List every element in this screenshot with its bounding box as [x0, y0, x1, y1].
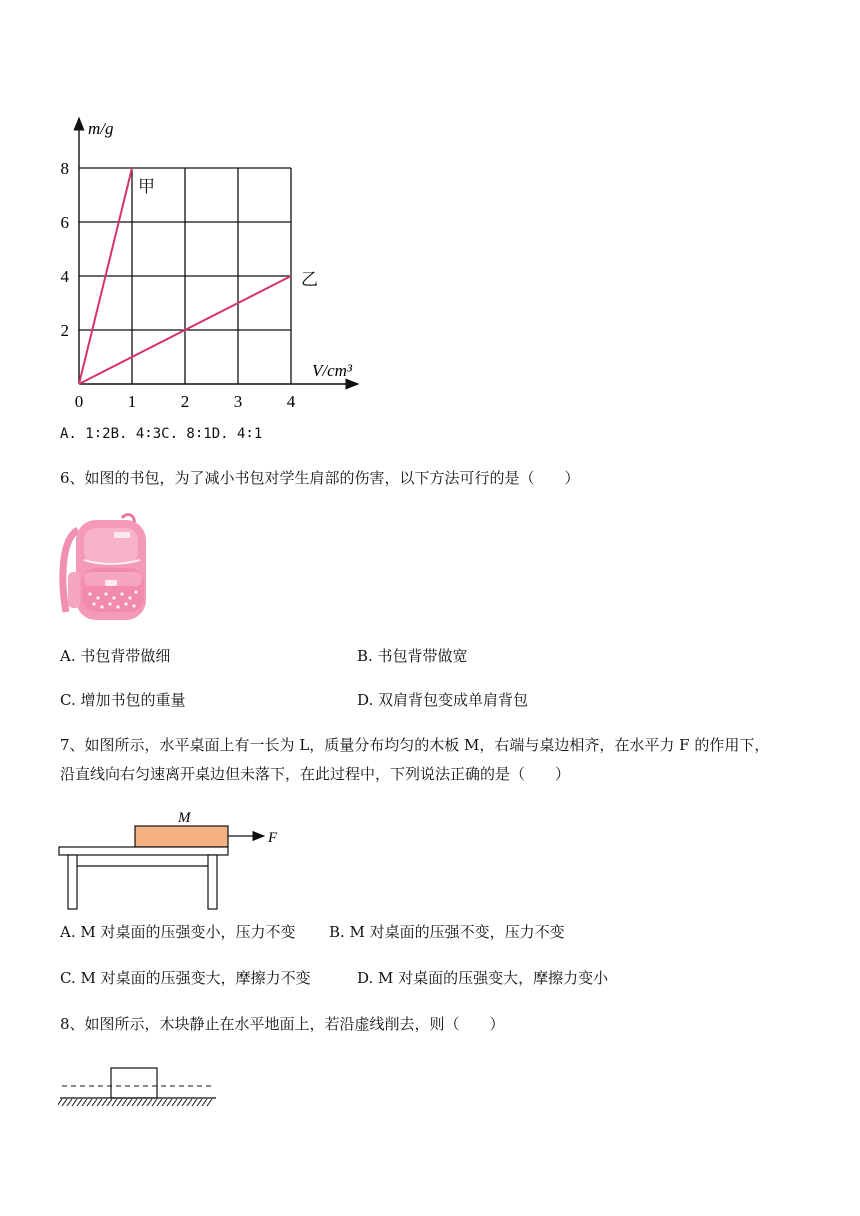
board-label: M — [178, 810, 191, 826]
y-axis-label: m/g — [88, 119, 114, 138]
q5-options: A. 1∶2B. 4∶3C. 8∶1D. 4∶1 — [60, 426, 263, 442]
q7-option-d: D. M 对桌面的压强变大，摩擦力变小 — [357, 969, 609, 987]
q6-option-b: B. 书包背带做宽 — [357, 647, 468, 665]
block-on-ground-figure — [58, 1064, 220, 1110]
x-axis-label: V/cm³ — [312, 361, 353, 380]
x-tick-label: 3 — [233, 392, 243, 411]
wooden-block — [111, 1068, 157, 1098]
q7-stem-line2: 沿直线向右匀速离开桌边但未落下，在此过程中，下列说法正确的是（ ） — [60, 765, 571, 783]
table-leg-left — [68, 855, 77, 909]
q7-stem-line1: 7、如图所示，水平桌面上有一长为 L，质量分布均匀的木板 M，右端与桌边相齐，在水平力 F 的作用下， — [60, 736, 770, 754]
q7-option-c: C. M 对桌面的压强变大，摩擦力不变 — [60, 969, 311, 987]
y-tick-label: 2 — [60, 321, 69, 340]
series-label: 乙 — [301, 270, 318, 289]
q8-stem: 8、如图所示，木块静止在水平地面上，若沿虚线削去，则（ ） — [60, 1015, 505, 1033]
density-chart — [50, 110, 380, 440]
force-label: F — [268, 830, 278, 846]
q7-option-b: B. M 对桌面的压强不变，压力不变 — [329, 923, 565, 941]
y-tick-label: 4 — [60, 267, 69, 286]
q6-stem: 6、如图的书包，为了减小书包对学生肩部的伤害，以下方法可行的是（ ） — [60, 469, 580, 487]
q7-option-a: A. M 对桌面的压强变小，压力不变 — [60, 923, 296, 941]
chart-grid — [79, 168, 291, 384]
series-label: 甲 — [138, 177, 155, 196]
table-leg-right — [208, 855, 217, 909]
chart-ticks-group — [61, 159, 296, 411]
table-board-figure — [56, 806, 286, 912]
q6-option-a: A. 书包背带做细 — [60, 647, 171, 665]
q6-option-d: D. 双肩背包变成单肩背包 — [357, 691, 529, 709]
x-tick-label: 1 — [127, 392, 137, 411]
y-tick-label: 8 — [60, 159, 69, 178]
backpack-image — [56, 508, 152, 626]
q6-option-c: C. 增加书包的重量 — [60, 691, 186, 709]
table-top — [59, 847, 228, 855]
x-tick-label: 4 — [286, 392, 296, 411]
y-tick-label: 6 — [60, 213, 69, 232]
x-tick-label: 2 — [180, 392, 190, 411]
origin-label: 0 — [74, 392, 84, 411]
wooden-board-M — [135, 826, 228, 847]
ground-hatch — [58, 1099, 212, 1106]
